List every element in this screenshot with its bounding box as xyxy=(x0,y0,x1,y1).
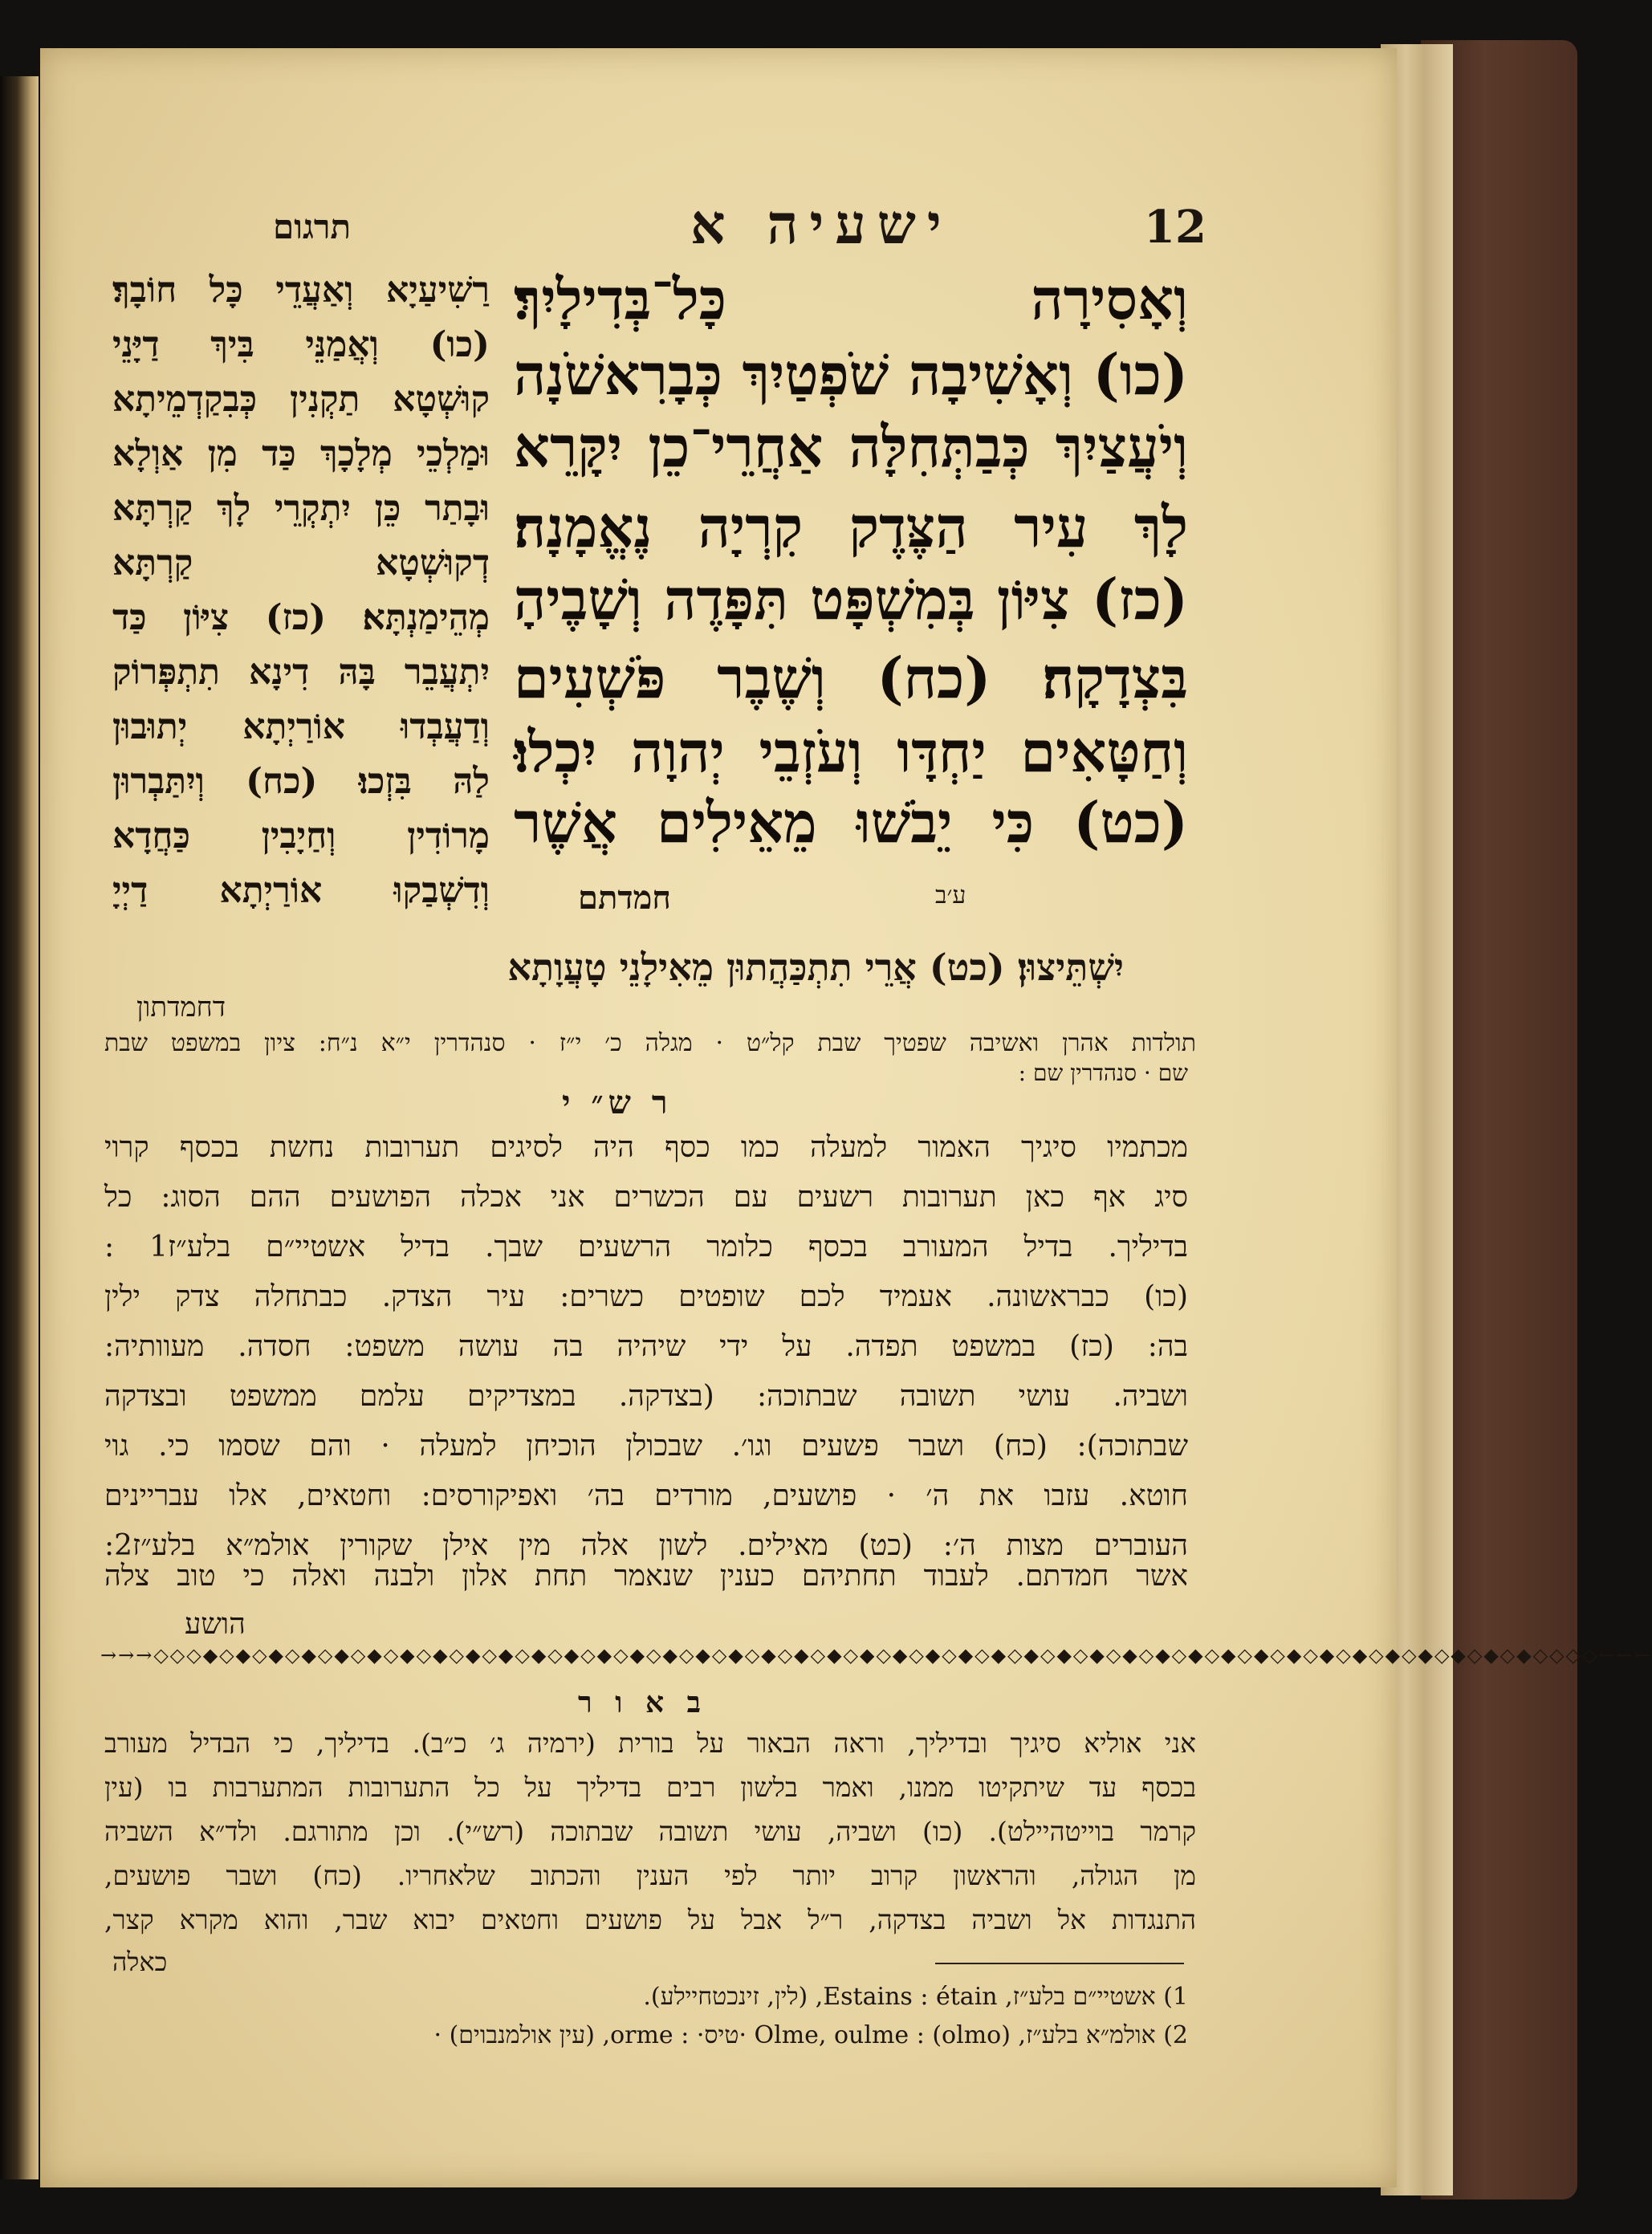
catchword-biur: כאלה xyxy=(112,1947,168,1977)
verse-line: וְאָסִירָה כָּל־בְּדִילָיִךְ׃ xyxy=(514,266,1188,332)
biur-line: קרמר בוייטהיילט). (כו) ושביה, עושי תשובה שבתוכה (רש״י). וכן מתורגם. ולד״א השביה xyxy=(104,1816,1196,1847)
page-number: 12 xyxy=(1144,201,1206,254)
verse-line: (כו) וְאָשִׁיבָה שֹׁפְטַיִךְ כְּבָרִאשֹׁנָה xyxy=(514,341,1188,408)
verse-line: וְחַטָּאִים יַחְדָּו וְעֹזְבֵי יְהוָה יִכְלוּ׃ xyxy=(514,718,1188,785)
targum-line: וְדִשְׁבַקוּ אוֹרַיְתָא דַיְיָ xyxy=(112,870,490,911)
signature-marker: ע׳ב xyxy=(935,881,966,909)
reference-line: שם · סנהדרין שם : xyxy=(1018,1060,1188,1086)
rashi-line: ושביה. עושי תשובה שבתוכה: (בצדקה. במצדיקים עלמם ממשפט ובצדקה xyxy=(104,1380,1188,1413)
targum-line: מָרוֹדִין וְחַיָבִין כַּחֲדָא xyxy=(112,816,490,857)
biur-line: אני אוליא סיגיך ובדיליך, וראה הבאור על בורית (ירמיה ג׳ כ״ב). בדיליך, כי הבדיל מעורב xyxy=(104,1727,1196,1759)
ornamental-divider xyxy=(100,1644,1652,1666)
targum-line: רַשִׁיעַיָא וְאַעֲדֵי כָּל חוֹבָךְ׃ xyxy=(112,270,490,311)
targum-line: וְדַעֲבְדוּ אוֹרַיְתָא יְתוּבוּן xyxy=(112,706,490,747)
running-head: ישעיה א xyxy=(690,193,953,257)
verse-line: (כט) כִּי יֵבֹשׁוּ מֵאֵילִים אֲשֶׁר xyxy=(514,789,1188,856)
verse-line: בִּצְדָקָה׃ (כח) וְשֶׁבֶר פֹּשְׁעִים xyxy=(514,645,1188,711)
reference-line: תולדות אהרן ואשיבה שפטיך שבת קל״ט · מגלה כ׳ י״ז · סנהדרין י״א נ״ח: ציון במשפט שבת xyxy=(104,1029,1196,1057)
rashi-title: ר ש״ י xyxy=(562,1084,673,1121)
divider-ornament: →→→◇◇◇◆◇◆◇◆◇◆◇◆◇◆◇◆◇◆◇◆◇◆◇◆◇◆◇◆◇◆◇◆◇◆◇◆◇◆◇◆◇◆◇◆◇◆◇◆◇◆◇◆◇◆◇◆◇◆◇◆◇◆◇◆◇◆◇◆◇◆◇◆◇◆◇◆◇◆◇◆◇◆◇◆◇◇◇◇←←← xyxy=(100,1644,1652,1666)
targum-line: וּבָתַר כֵּן יִתְקְרֵי לָךְ קַרְתָּא xyxy=(112,488,490,529)
verse-line: וְיֹעֲצַיִךְ כְּבַתְּחִלָּה אַחֲרֵי־כֵן יִקָּרֵא xyxy=(514,413,1188,480)
targum-heading: תרגום xyxy=(273,207,352,246)
footnote-line: 1) אשטיי״ם בלע״ז, Estains : étain, (לין, זינכטחיילע). xyxy=(643,1983,1188,2011)
rashi-line: שבתוכה): (כח) ושבר פשעים וגו׳. שבכולן הוכיחן למעלה · והם שסמו כי. גוי xyxy=(104,1430,1188,1463)
targum-line: קוּשְׁטָא תַקְנִין כְּבִקַדְמֵיתָא xyxy=(112,379,490,420)
biur-line: מן הגולה, והראשון קרוב יותר לפי הענין והכתוב שלאחריו. (כח) ושבר פושעים, xyxy=(104,1860,1196,1891)
biur-title: ב א ו ר xyxy=(578,1686,707,1719)
rashi-line: אשר חמדתם. לעבוד תחתיהם כענין שנאמר תחת אלון ולבנה ואלה כי טוב צלה xyxy=(104,1560,1188,1593)
rashi-line: בדיליך. בדיל המעורב בכסף כלומר הרשעים שבך. בדיל אשטיי״ם בלע״ז1 : xyxy=(104,1231,1188,1263)
targum-line: וּמַלְכֵי מְלָכָךְ כַּד מִן אַוְלָא xyxy=(112,433,490,474)
rashi-line: (כו) כבראשונה. אעמיד לכם שופטים כשרים: עיר הצדק. כבתחלה צדק ילין xyxy=(104,1280,1188,1313)
rashi-line: העוברים מצות ה׳: (כט) מאילים. לשון אלה מין אילן שקורין אולמ״א בלע״ז2: xyxy=(104,1529,1188,1562)
targum-line: יִתְעֲבֵר בָּהּ דִינָא תִתְפְּרוֹק xyxy=(112,652,490,693)
rashi-line: סיג אף כאן תערובות רשעים עם הכשרים אני אכלה הפושעים ההם הסוג: כל xyxy=(104,1181,1188,1214)
targum-line: מְהֵימַנְתָּא׃ (כז) צִיּוֹן כַּד xyxy=(112,597,490,638)
targum-line: (כו) וְאֲמַנֵּי בִּיךְ דַיָּנֵי xyxy=(112,324,490,365)
catchword-main: חמדתם xyxy=(578,879,671,917)
verse-line: לָךְ עִיר הַצֶּדֶק קִרְיָה נֶאֱמָנָה׃ xyxy=(514,494,1188,560)
biur-line: התנגדות אל ושביה בצדקה, ר״ל אבל על פושעים וחטאים יבוא שבר, והוא מקרא קצר, xyxy=(104,1904,1196,1935)
verse-line: (כז) צִיּוֹן בְּמִשְׁפָּט תִּפָּדֶה וְשָׁבֶיהָ xyxy=(514,566,1188,633)
rashi-line: בה: (כז) במשפט תפדה. על ידי שיהיה בה עושה משפט: חסדה. מעוותיה: xyxy=(104,1330,1188,1363)
biur-line: בכסף עד שיתקיטו ממנו, ואמר בלשון רבים בדיליך על כל התערובות המתערבות בו (עין xyxy=(104,1772,1196,1803)
targum-line: לַהּ בִּזְכוּ׃ (כח) וְיִתַּבְרוּן xyxy=(112,761,490,802)
targum-line: דְקוּשְׁטָא קַרְתָּא xyxy=(112,543,490,584)
catchword-rashi: הושע xyxy=(185,1608,246,1641)
facing-page-edge xyxy=(0,76,39,2179)
footnote-line: 2) אולמ״א בלע״ז, Olme, oulme : (olmo) ·טיס· : orme, (עין אולמנבוים) · xyxy=(433,2021,1188,2049)
catchword-targum: דחמדתון xyxy=(136,991,226,1023)
rashi-line: חוטא. עזבו את ה׳ · פושעים, מורדים בה׳ ואפיקורסים: וחטאים, אלו עבריינים xyxy=(104,1479,1188,1512)
targum-continuation-line: יִשְׁתֵּיצוּן׃ (כט) אֲרֵי תִתְכַּהֲתוּן מֵאִילָנֵי טָעֲוָתָא xyxy=(507,946,1124,989)
rashi-line: מכתמיו סיגיך האמור למעלה כמו כסף היה לסיגים תערובות נחשת בכסף קרוי xyxy=(104,1131,1188,1164)
footnote-rule xyxy=(935,1963,1184,1964)
